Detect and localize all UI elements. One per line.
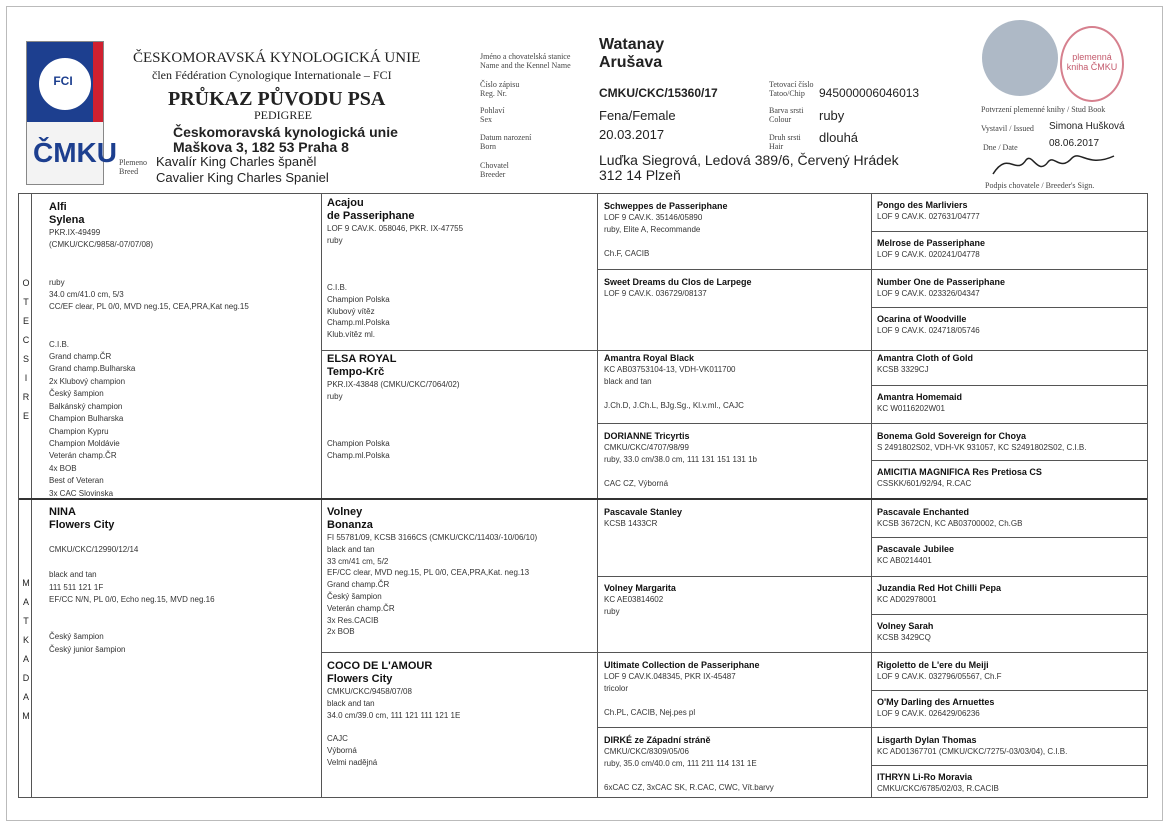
- gen3-line: [604, 388, 866, 400]
- gen3-line: Ultimate Collection de Passeriphane: [604, 660, 760, 670]
- dam-side-label: M A T K A D A M: [22, 578, 30, 721]
- pedigree-table: [18, 193, 1148, 798]
- gen2-line: PKR.IX-43848 (CMKU/CKC/7064/02): [327, 380, 460, 389]
- gen3-line: LOF 9 CAV.K. 35146/05890: [604, 213, 703, 222]
- gen1-line: Champion Kypru: [49, 426, 109, 436]
- gen3-cell: [604, 734, 866, 794]
- dog-kennel: Arušava: [599, 54, 663, 71]
- gen4-line: CMKU/CKC/6785/02/03, R.CACIB: [877, 784, 999, 793]
- gen1-line: NINA: [49, 506, 76, 518]
- gen2-line: Český šampion: [327, 591, 382, 601]
- cmku-fci-logo: FCI ČMKU: [26, 41, 104, 185]
- gen1-line: 111 511 121 1F: [49, 582, 104, 592]
- breed-en: Cavalier King Charles Spaniel: [156, 170, 329, 185]
- gen3-line: Volney Margarita: [604, 583, 676, 593]
- gen2-line: LOF 9 CAV.K. 058046, PKR. IX-47755: [327, 224, 464, 233]
- gen1-line: Alfi: [49, 201, 67, 213]
- gen3-line: Ch.F, CACIB: [604, 249, 650, 258]
- gen4-line: LOF 9 CAV.K. 020241/04778: [877, 250, 980, 259]
- gen1-cell: [49, 201, 317, 500]
- gen2-line: Flowers City: [327, 673, 393, 685]
- gen2-line: de Passeriphane: [327, 210, 415, 222]
- gen3-line: [604, 236, 866, 248]
- gen1-line: Český šampion: [49, 632, 104, 642]
- gen4-cell: [877, 237, 1143, 261]
- chip-label: Tetovací číslo Tatoo/Chip: [769, 80, 814, 98]
- gen1-line: [49, 619, 317, 631]
- gen4-line: Lisgarth Dylan Thomas: [877, 735, 977, 745]
- gen1-line: Český junior šampion: [49, 644, 126, 654]
- gen4-line: Rigoletto de L'ere du Meiji: [877, 660, 989, 670]
- gen3-line: J.Ch.D, J.Ch.L, BJg.Sg., Kl.v.ml., CAJC: [604, 401, 744, 410]
- born-label: Datum narození Born: [480, 133, 532, 151]
- gen4-line: Juzandia Red Hot Chilli Pepa: [877, 583, 1002, 593]
- reg-label: Číslo zápisu Reg. Nr.: [480, 80, 520, 98]
- gen1-line: 2x Klubový champion: [49, 376, 126, 386]
- gen2-line: Grand champ.ČR: [327, 580, 390, 590]
- gen1-line: Champion Bulharska: [49, 414, 124, 424]
- gen4-line: O'My Darling des Arnuettes: [877, 697, 995, 707]
- gen4-line: KC AD02978001: [877, 595, 937, 604]
- gen2-line: black and tan: [327, 698, 375, 708]
- gen2-line: ELSA ROYAL: [327, 353, 397, 365]
- gen4-line: Pascavale Jubilee: [877, 544, 955, 554]
- org-name: ČESKOMORAVSKÁ KYNOLOGICKÁ UNIE: [133, 50, 421, 66]
- sex-value: Fena/Female: [599, 108, 676, 123]
- gen2-line: ruby: [327, 391, 343, 401]
- sire-side-label: O T E C S I R E: [22, 278, 30, 421]
- hair-label: Druh srsti Hair: [769, 133, 801, 151]
- gen2-line: FI 55781/09, KCSB 3166CS (CMKU/CKC/11403/-10/06/10): [327, 533, 538, 542]
- reg-number: CMKU/CKC/15360/17: [599, 86, 718, 100]
- breed-cz: Kavalír King Charles španěl: [156, 154, 317, 169]
- gen2-line: [327, 258, 593, 270]
- gen4-line: Volney Sarah: [877, 621, 934, 631]
- gen4-cell: [877, 506, 1143, 530]
- gen3-cell: [604, 200, 866, 260]
- stud-book-confirm: Potvrzení plemenné knihy / Stud Book: [981, 105, 1106, 114]
- gen2-line: [327, 247, 593, 259]
- gen4-line: CSSKK/601/92/94, R.CAC: [877, 479, 972, 488]
- gen3-line: ruby, Elite A, Recommande: [604, 225, 701, 234]
- gen3-cell: [604, 659, 866, 719]
- gen4-line: LOF 9 CAV.K. 027631/04777: [877, 212, 980, 221]
- gen3-line: black and tan: [604, 377, 652, 386]
- gen1-line: 3x CAC Slovinska: [49, 488, 114, 498]
- born-value: 20.03.2017: [599, 127, 665, 142]
- colour-value: ruby: [819, 108, 845, 123]
- gen2-line: 34.0 cm/39.0 cm, 111 121 111 121 1E: [327, 710, 461, 720]
- gen1-line: black and tan: [49, 570, 97, 580]
- gen2-line: [327, 426, 593, 438]
- gen2-line: Klub.vítěz ml.: [327, 330, 376, 340]
- gen4-cell: [877, 620, 1143, 644]
- gen4-cell: [877, 430, 1143, 454]
- gen3-cell: [604, 276, 866, 300]
- gen1-line: [49, 326, 317, 338]
- gen2-line: COCO DE L'AMOUR: [327, 660, 433, 672]
- gen2-line: 33 cm/41 cm, 5/2: [327, 556, 389, 566]
- gen2-line: ruby: [327, 235, 343, 245]
- gen1-line: 34.0 cm/41.0 cm, 5/3: [49, 290, 124, 300]
- gen1-line: [49, 264, 317, 276]
- gen1-line: [49, 606, 317, 618]
- gen3-line: ruby, 35.0 cm/40.0 cm, 111 211 114 131 1E: [604, 759, 757, 768]
- gen4-line: Melrose de Passeriphane: [877, 238, 986, 248]
- gen4-cell: [877, 543, 1143, 567]
- gen3-line: [604, 695, 866, 707]
- gen2-line: CMKU/CKC/9458/07/08: [327, 687, 412, 696]
- gen4-line: LOF 9 CAV.K. 023326/04347: [877, 289, 980, 298]
- gen2-line: Acajou: [327, 197, 364, 209]
- gen1-line: Sylena: [49, 214, 85, 226]
- gen1-line: ruby: [49, 277, 65, 287]
- breeder-line1: Luďka Siegrová, Ledová 389/6, Červený Hrádek: [599, 152, 899, 168]
- gen3-line: [604, 466, 866, 478]
- gen4-line: S 2491802S02, VDH-VK 931057, KC S2491802S02, C.I.B.: [877, 443, 1087, 452]
- gen4-line: ITHRYN Li-Ro Moravia: [877, 772, 973, 782]
- gen4-cell: [877, 582, 1143, 606]
- gen3-cell: [604, 430, 866, 490]
- gen2-line: [327, 414, 593, 426]
- breed-label: Plemeno Breed: [119, 158, 147, 176]
- gen1-line: (CMKU/CKC/9858/-07/07/08): [49, 240, 154, 250]
- issued-by: Simona Hušková: [1049, 121, 1125, 132]
- gen3-cell: [604, 506, 866, 530]
- gen3-cell: [604, 582, 866, 618]
- org-name-2: Českomoravská kynologická unie: [173, 124, 398, 140]
- gen4-line: Bonema Gold Sovereign for Choya: [877, 431, 1027, 441]
- gen3-line: KCSB 1433CR: [604, 519, 658, 528]
- gen2-cell: [327, 506, 593, 638]
- org-address: Maškova 3, 182 53 Praha 8: [173, 139, 349, 155]
- gen1-line: EF/CC N/N, PL 0/0, Echo neg.15, MVD neg.16: [49, 595, 215, 605]
- gen2-cell: [327, 353, 593, 462]
- gen4-line: AMICITIA MAGNIFICA Res Pretiosa CS: [877, 467, 1042, 477]
- gen1-line: Champion Moldávie: [49, 438, 120, 448]
- sex-label: Pohlaví Sex: [480, 106, 505, 124]
- gen3-line: Sweet Dreams du Clos de Larpege: [604, 277, 752, 287]
- gen4-cell: [877, 313, 1143, 337]
- gen4-line: LOF 9 CAV.K. 024718/05746: [877, 326, 980, 335]
- gen1-line: C.I.B.: [49, 339, 70, 349]
- gen2-line: EF/CC clear, MVD neg.15, PL 0/0, CEA,PRA,Kat. neg.13: [327, 568, 530, 578]
- colour-label: Barva srsti Colour: [769, 106, 804, 124]
- gen3-line: Pascavale Stanley: [604, 507, 683, 517]
- gen4-line: KC W0116202W01: [877, 404, 945, 413]
- gen1-line: Best of Veteran: [49, 476, 104, 486]
- gen2-line: Champ.ml.Polska: [327, 318, 390, 328]
- gen4-line: KC AB0214401: [877, 556, 932, 565]
- gen2-cell: [327, 197, 593, 341]
- gen4-line: Pascavale Enchanted: [877, 507, 970, 517]
- chip-number: 945000006046013: [819, 86, 920, 100]
- dog-name: Watanay: [599, 36, 665, 53]
- gen4-line: KCSB 3329CJ: [877, 365, 929, 374]
- gen3-line: ruby: [604, 607, 620, 616]
- name-label: Jméno a chovatelská stanice Name and the Kennel Name: [480, 52, 571, 70]
- gen3-line: KC AB03753104-13, VDH-VK011700: [604, 365, 736, 374]
- gen4-cell: [877, 391, 1143, 415]
- breeder-line2: 312 14 Plzeň: [599, 167, 681, 183]
- gen1-line: [49, 252, 317, 264]
- gen3-line: CAC CZ, Výborná: [604, 479, 669, 488]
- gen2-line: Výborná: [327, 745, 357, 755]
- gen1-line: Grand champ.Bulharska: [49, 364, 136, 374]
- gen4-line: LOF 9 CAV.K. 026429/06236: [877, 709, 980, 718]
- gen2-line: C.I.B.: [327, 282, 348, 292]
- gen2-line: 3x Res.CACIB: [327, 615, 379, 625]
- gen3-line: 6xCAC CZ, 3xCAC SK, R.CAC, CWC, Vít.barvy: [604, 783, 774, 792]
- gen1-line: Grand champ.ČR: [49, 352, 112, 362]
- issue-date: 08.06.2017: [1049, 138, 1100, 149]
- gen1-line: Český šampion: [49, 389, 104, 399]
- gen1-line: Flowers City: [49, 519, 115, 531]
- gen4-line: LOF 9 CAV.K. 032796/05567, Ch.F: [877, 672, 1002, 681]
- gen4-cell: [877, 199, 1143, 223]
- gen4-line: KCSB 3672CN, KC AB03700002, Ch.GB: [877, 519, 1023, 528]
- gen3-line: Amantra Royal Black: [604, 353, 695, 363]
- gen2-line: [327, 403, 593, 415]
- gen1-line: [49, 532, 317, 544]
- gen4-cell: [877, 734, 1143, 758]
- gen4-line: KCSB 3429CQ: [877, 633, 931, 642]
- gen2-line: Veterán champ.ČR: [327, 603, 395, 613]
- gen1-line: PKR.IX-49499: [49, 228, 101, 237]
- gen3-line: tricolor: [604, 684, 629, 693]
- gen4-cell: [877, 352, 1143, 376]
- gen2-line: Champion Polska: [327, 438, 390, 448]
- gen2-line: Champion Polska: [327, 294, 390, 304]
- gen3-line: LOF 9 CAV.K.048345, PKR IX-45487: [604, 672, 736, 681]
- gen4-line: Amantra Cloth of Gold: [877, 353, 973, 363]
- gen4-cell: [877, 696, 1143, 720]
- page-subtitle: PEDIGREE: [254, 108, 312, 122]
- breeder-signature: [988, 146, 1118, 180]
- gen4-line: Pongo des Marliviers: [877, 200, 968, 210]
- gen2-line: Tempo-Krč: [327, 366, 385, 378]
- gen2-line: black and tan: [327, 544, 375, 554]
- gen2-line: [327, 721, 593, 733]
- gen1-line: Balkánský champion: [49, 401, 123, 411]
- gen3-line: ruby, 33.0 cm/38.0 cm, 111 131 151 131 1b: [604, 455, 757, 464]
- breeder-label: Chovatel Breeder: [480, 161, 509, 179]
- gen2-cell: [327, 660, 593, 769]
- fci-membership: člen Fédération Cynologique Internationale – FCI: [152, 68, 392, 82]
- gen3-line: DIRKÉ ze Západní stráně: [604, 735, 711, 745]
- gen2-line: Bonanza: [327, 519, 373, 531]
- gen3-line: Schweppes de Passeriphane: [604, 201, 728, 211]
- gen4-line: Number One de Passeriphane: [877, 277, 1006, 287]
- gen3-line: Ch.PL, CACIB, Nej.pes pl: [604, 708, 696, 717]
- gen1-cell: [49, 506, 317, 656]
- date-label: Dne / Date: [983, 143, 1018, 152]
- gen1-line: [49, 314, 317, 326]
- gen4-line: KC AD01367701 (CMKU/CKC/7275/-03/03/04), C.I.B.: [877, 747, 1068, 756]
- gen3-line: CMKU/CKC/4707/98/99: [604, 443, 689, 452]
- issued-label: Vystavil / Issued: [981, 124, 1034, 133]
- gen3-line: KC AE03814602: [604, 595, 664, 604]
- gen4-line: Ocarina of Woodville: [877, 314, 967, 324]
- gen4-cell: [877, 276, 1143, 300]
- page-title: PRŮKAZ PŮVODU PSA: [168, 88, 386, 110]
- gen2-line: Klubový vítěz: [327, 306, 375, 316]
- gen4-cell: [877, 771, 1143, 795]
- gen3-line: LOF 9 CAV.K. 036729/08137: [604, 289, 707, 298]
- gen3-cell: [604, 352, 866, 412]
- gen3-line: DORIANNE Tricyrtis: [604, 431, 690, 441]
- gen4-cell: [877, 659, 1143, 683]
- hair-value: dlouhá: [819, 130, 859, 145]
- gen4-line: Amantra Homemaid: [877, 392, 963, 402]
- sign-label: Podpis chovatele / Breeder's Sign.: [985, 181, 1095, 190]
- gen2-line: 2x BOB: [327, 627, 355, 637]
- stud-book-stamp: plemenná kniha ČMKU: [1060, 26, 1124, 102]
- gen2-line: Velmi nadějná: [327, 757, 378, 767]
- gen2-line: Champ.ml.Polska: [327, 450, 390, 460]
- hologram-stamp: [982, 20, 1058, 96]
- gen1-line: CC/EF clear, PL 0/0, MVD neg.15, CEA,PRA,Kat neg.15: [49, 302, 249, 312]
- gen2-line: Volney: [327, 506, 363, 518]
- gen4-cell: [877, 466, 1143, 490]
- gen2-line: CAJC: [327, 734, 348, 744]
- gen1-line: 4x BOB: [49, 463, 77, 473]
- gen3-line: CMKU/CKC/8309/05/06: [604, 747, 689, 756]
- gen1-line: [49, 557, 317, 569]
- gen1-line: Veterán champ.ČR: [49, 451, 117, 461]
- gen2-line: [327, 270, 593, 282]
- gen3-line: [604, 770, 866, 782]
- gen1-line: CMKU/CKC/12990/12/14: [49, 545, 139, 555]
